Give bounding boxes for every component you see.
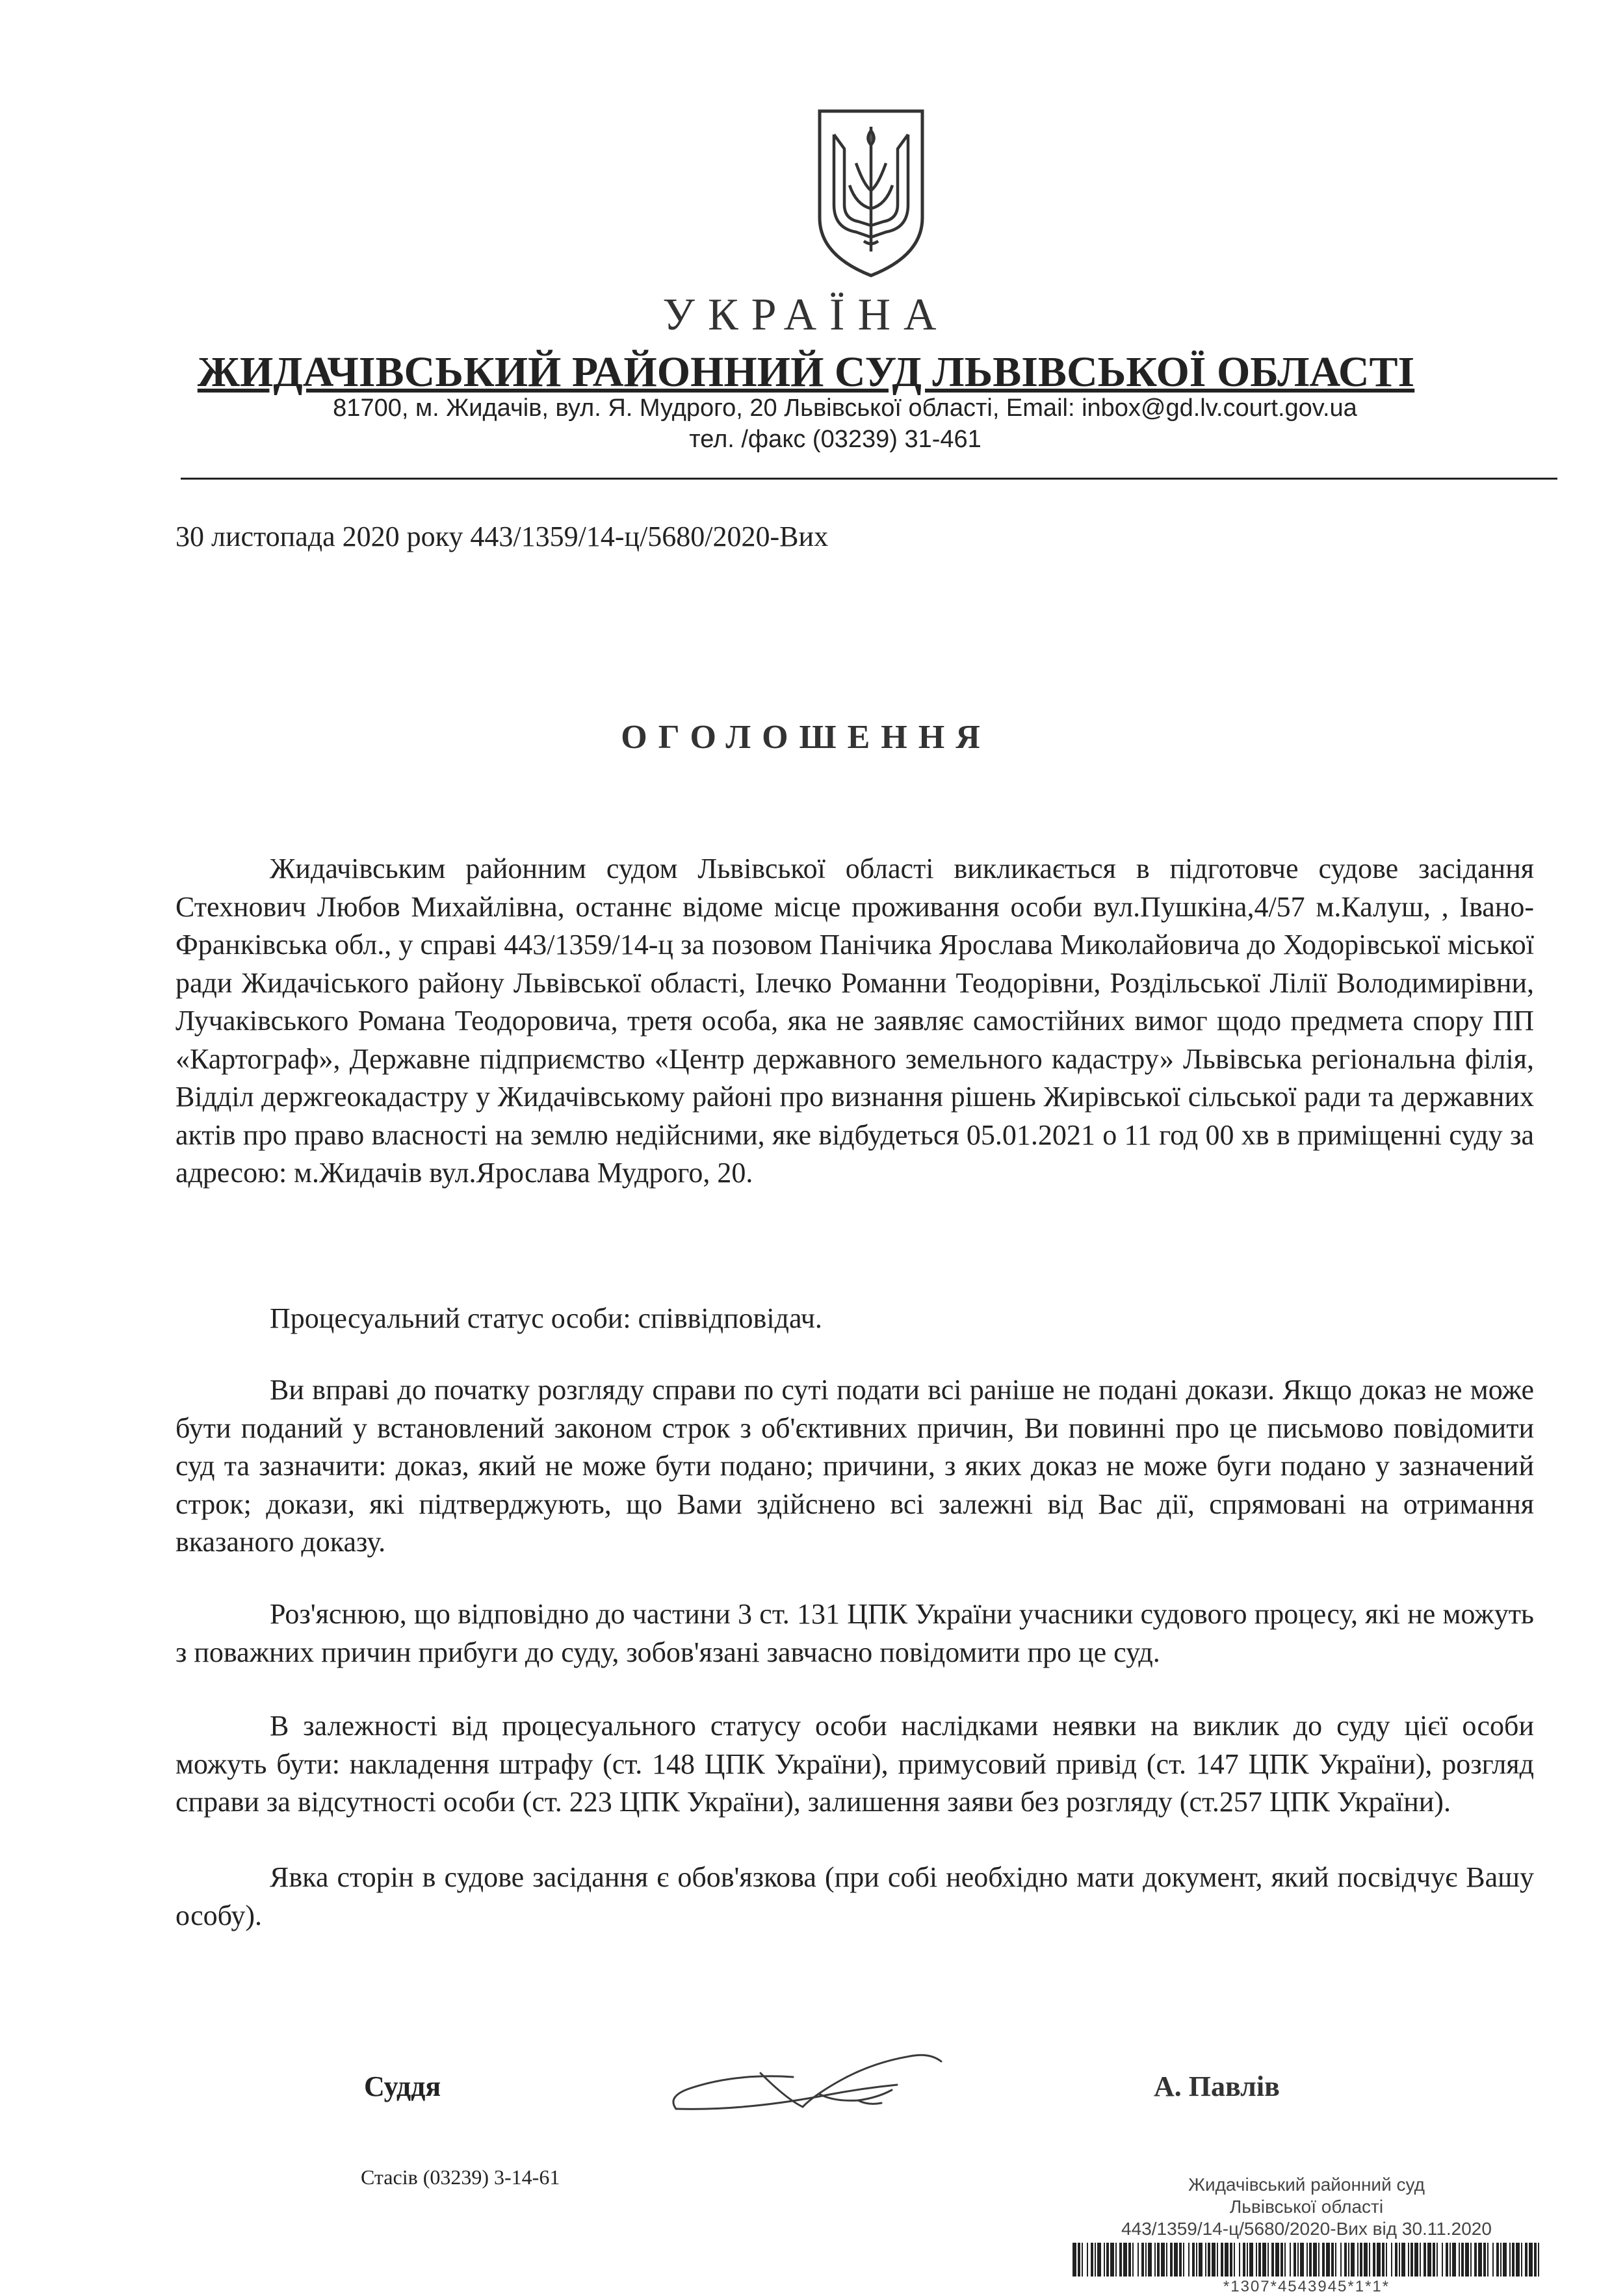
stamp-reference: 443/1359/14-ц/5680/2020-Вих від 30.11.2020 xyxy=(1121,2219,1492,2239)
announcement-paragraph: Жидачівським районним судом Львівської області викликається в підготовче судове засідання Стехнович Любов Михайлівна, останнє відоме місце проживання особи вул.Пушкіна,4/57 м.Калуш, , Івано-Франківська обл., у справі 443/1359/14-ц за позовом Панічика Ярослава Миколайовича до Ходорівської міської ради Жидачіського району Львівської області, Ілечко Романни Теодорівни, Роздільської Лілії Володимирівни, Лучаківського Романа Теодоровича, третя особа, яка не заявляє самостійних вимог щодо предмета спору ПП «Картограф», Державне підприємство «Центр державного земельного кадастру» Львівська регіональна філія, Відділ держгеокадастру у Жидачівському районі про визнання рішень Жирівської сільської ради та державних актів про право власності на землю недійсними, яке відбудеться 05.01.2021 о 11 год 00 хв в приміщенні суду за адресою: м.Жидачів вул.Ярослава Мудрого, 20. xyxy=(176,853,1534,1189)
attendance-paragraph: Явка сторін в судове засідання є обов'язкова (при собі необхідно мати документ, який посвідчує Вашу особу). xyxy=(176,1861,1534,1931)
stamp-court-name: Жидачівський районний суд xyxy=(1188,2174,1425,2195)
coat-of-arms-emblem xyxy=(816,107,926,279)
court-phone: тел. /факс (03239) 31-461 xyxy=(689,426,982,453)
clerk-contact: Стасів (03239) 3-14-61 xyxy=(361,2165,560,2189)
court-name-heading: ЖИДАЧІВСЬКИЙ РАЙОННИЙ СУД ЛЬВІВСЬКОЇ ОБЛАСТІ xyxy=(197,348,1415,396)
barcode-image xyxy=(1072,2243,1540,2277)
stamp-region: Львівської області xyxy=(1229,2197,1384,2217)
barcode-caption: *1307*4543945*1*1* xyxy=(1223,2278,1390,2295)
consequences-paragraph: В залежності від процесуального статусу особи наслідками неявки на виклик до суду цієї особи можуть бути: накладення штрафу (ст. 148 ЦПК України), примусовий привід (ст. 147 ЦПК України), розгляд справи за відсутності особи (ст. 223 ЦПК України), залишення заяви без розгляду (ст.257 ЦПК України). xyxy=(176,1710,1534,1818)
judge-name: А. Павлів xyxy=(1154,2070,1280,2102)
procedural-status-paragraph: Процесуальний статус особи: співвідповідач. xyxy=(270,1302,822,1334)
registration-stamp xyxy=(1066,2174,1547,2296)
outgoing-reference: 30 листопада 2020 року 443/1359/14-ц/5680/2020-Вих xyxy=(176,521,829,552)
country-heading: УКРАЇНА xyxy=(662,290,950,340)
document-title: ОГОЛОШЕННЯ xyxy=(621,719,991,756)
handwritten-signature xyxy=(663,2034,962,2125)
court-address: 81700, м. Жидачів, вул. Я. Мудрого, 20 Львівської області, Email: inbox@gd.lv.court.gov.ua xyxy=(333,394,1357,422)
evidence-paragraph: Ви вправі до початку розгляду справи по суті подати всі раніше не подані докази. Якщо доказ не може бути поданий у встановлений законом строк з об'єктивних причин, Ви повинні про це письмово повідомити суд та зазначити: доказ, який не може бути подано; причини, з яких доказ не може буги подано у зазначений строк; докази, які підтверджують, що Вами здійснено всі залежні від Вас дії, спрямовані на отримання вказаного доказу. xyxy=(176,1374,1534,1558)
judge-label: Суддя xyxy=(364,2070,441,2102)
header-divider xyxy=(181,478,1557,480)
explanation-paragraph: Роз'яснюю, що відповідно до частини 3 ст. 131 ЦПК України учасники судового процесу, які не можуть з поважних причин прибуги до суду, зобов'язані завчасно повідомити про це суд. xyxy=(176,1598,1534,1668)
